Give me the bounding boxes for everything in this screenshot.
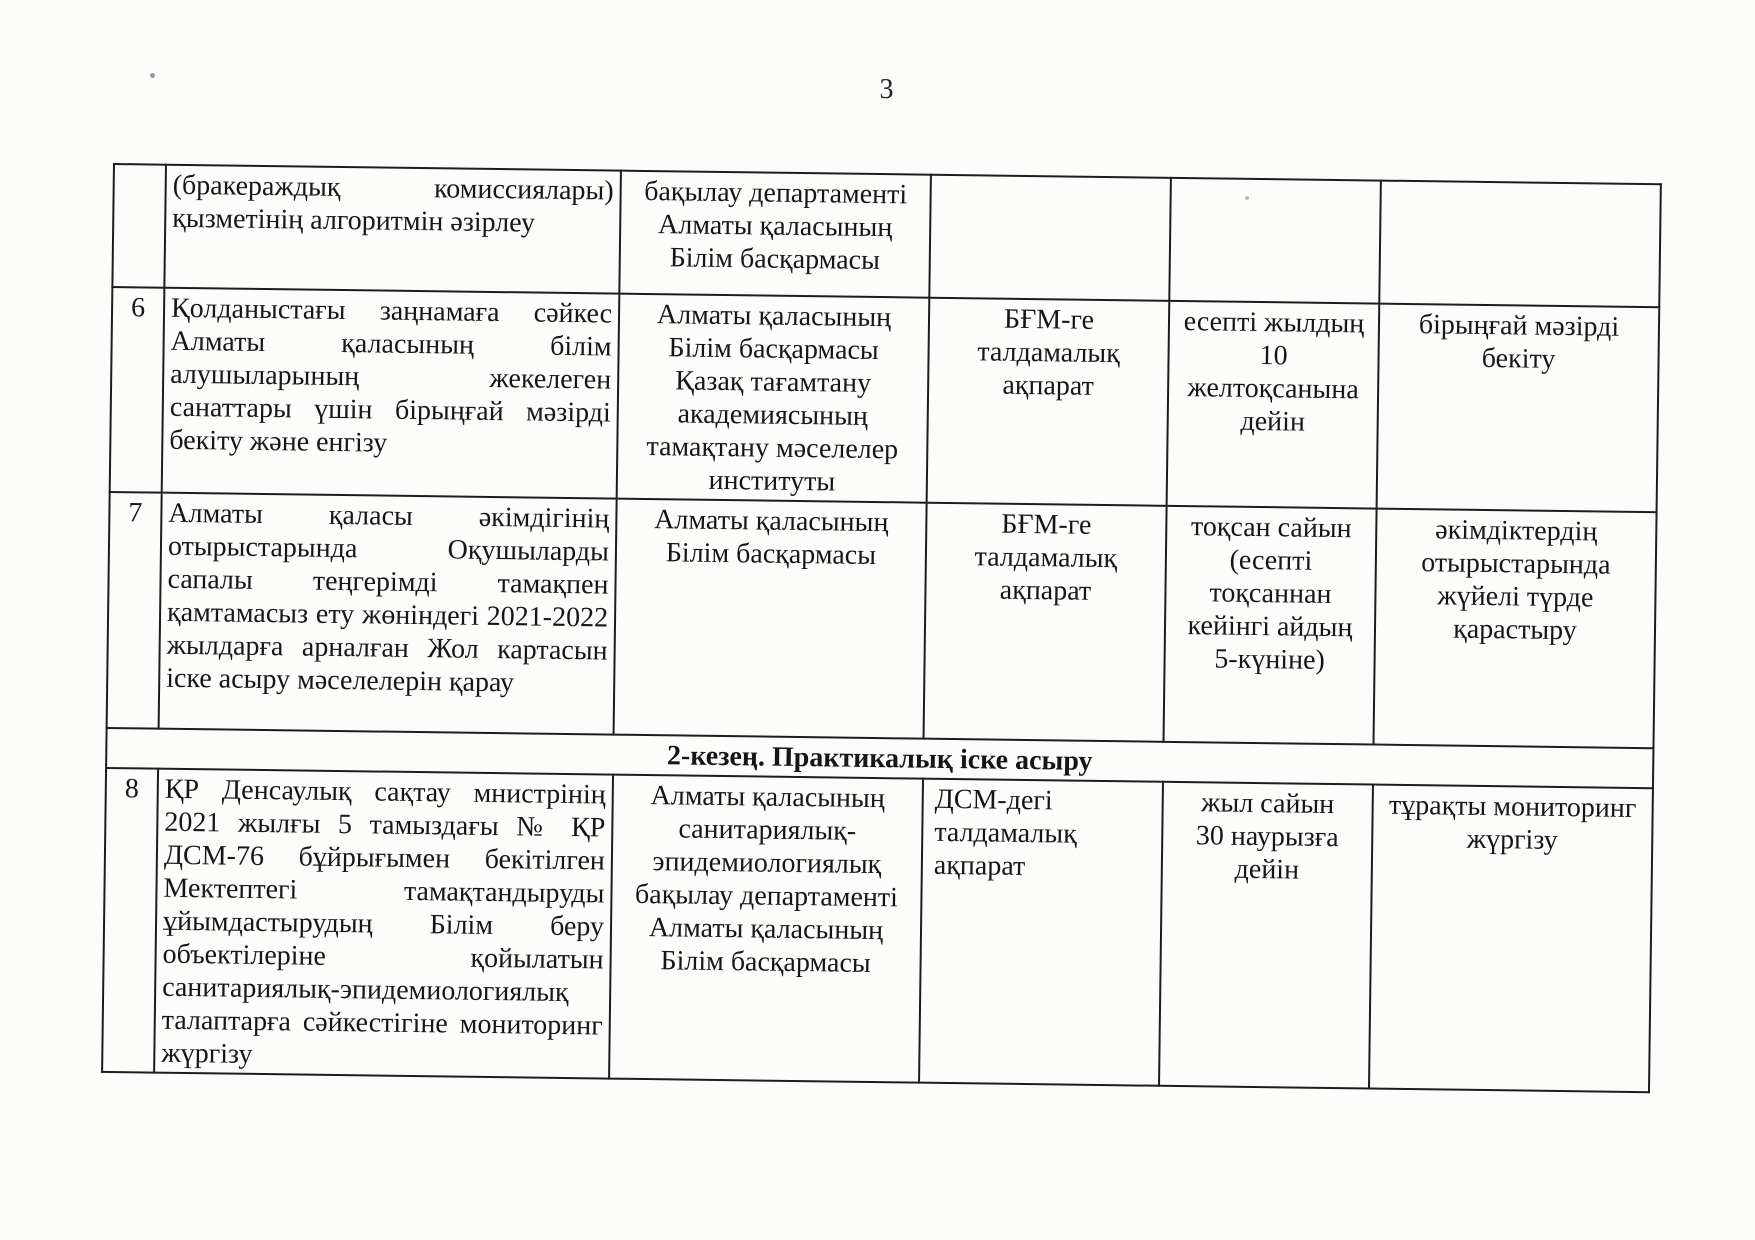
table-row xyxy=(102,768,1653,1092)
row-number-cell: 6 xyxy=(110,287,165,493)
deadline-cell: тоқсан сайын (есепті тоқсаннан кейінгі айдың 5-күніне) xyxy=(1164,506,1377,745)
task-cell: Алматы қаласы әкімдігінің отырыстарында Оқушыларды сапалы теңгерімді тамақпен қамтамасыз ету жөніндегі 2021-2022 жылдарға арналған Жол картасын іске асыру мәселелерін қарау xyxy=(159,493,617,735)
result-cell: әкімдіктердің отырыстарында жүйелі түрде қарастыру xyxy=(1373,509,1656,749)
responsible-cell: Алматы қаласының Білім басқармасы xyxy=(614,499,927,739)
responsible-cell: Алматы қаласының Білім басқармасы Қазақ тағамтану академиясының тамақтану мәселелер институты xyxy=(617,294,930,503)
result-cell: бірыңғай мәзірді бекіту xyxy=(1377,304,1660,513)
deadline-cell xyxy=(1169,178,1381,304)
row-number-cell: 8 xyxy=(102,768,158,1073)
task-cell: (бракераждық комиссиялары) қызметінің алгоритмін әзірлеу xyxy=(164,165,621,294)
report-form-cell: БҒМ-ге талдамалық ақпарат xyxy=(924,503,1167,742)
task-cell: ҚР Денсаулық сақтау мнистрінің 2021 жылғы 5 тамыздағы № ҚР ДСМ-76 бұйрығымен бекітілген Мектептегі тамақтандыруды ұйымдастырудың Білім беру объектілеріне қойылатын санитариялық-эпидемиологиялық талаптарға сәйкестігіне мониторинг жүргізу xyxy=(154,769,613,1079)
result-cell xyxy=(1379,181,1661,308)
section-header: 2-кезең. Практикалық іске асыру xyxy=(106,728,1653,788)
table-row xyxy=(107,492,1657,748)
table-row xyxy=(110,287,1660,512)
responsible-cell: бақылау департаменті Алматы қаласының Білім басқармасы xyxy=(619,171,931,298)
scan-speck xyxy=(150,73,155,78)
report-form-cell: БҒМ-ге талдамалық ақпарат xyxy=(927,298,1170,506)
action-plan-table xyxy=(101,163,1662,1093)
task-cell: Қолданыстағы заңнамаға сәйкес Алматы қаласының білім алушыларының жекелеген санаттары үшін бірыңғай мәзірді бекіту және енгізу xyxy=(162,288,620,499)
row-number-cell: 7 xyxy=(107,492,162,729)
result-cell: тұрақты мониторинг жүргізу xyxy=(1369,785,1653,1093)
report-form-cell xyxy=(929,175,1171,301)
row-number-cell xyxy=(112,164,166,288)
responsible-cell: Алматы қаласының санитариялық- эпидемиологиялық бақылау департаменті Алматы қаласының Білім басқармасы xyxy=(609,775,923,1083)
report-form-cell: ДСМ-дегі талдамалық ақпарат xyxy=(919,779,1163,1086)
deadline-cell: есепті жылдың 10 желтоқсанына дейін xyxy=(1167,301,1380,509)
page-number: 3 xyxy=(879,74,894,105)
deadline-cell: жыл сайын 30 наурызға дейін xyxy=(1159,782,1373,1089)
table-row-continuation xyxy=(112,164,1660,307)
